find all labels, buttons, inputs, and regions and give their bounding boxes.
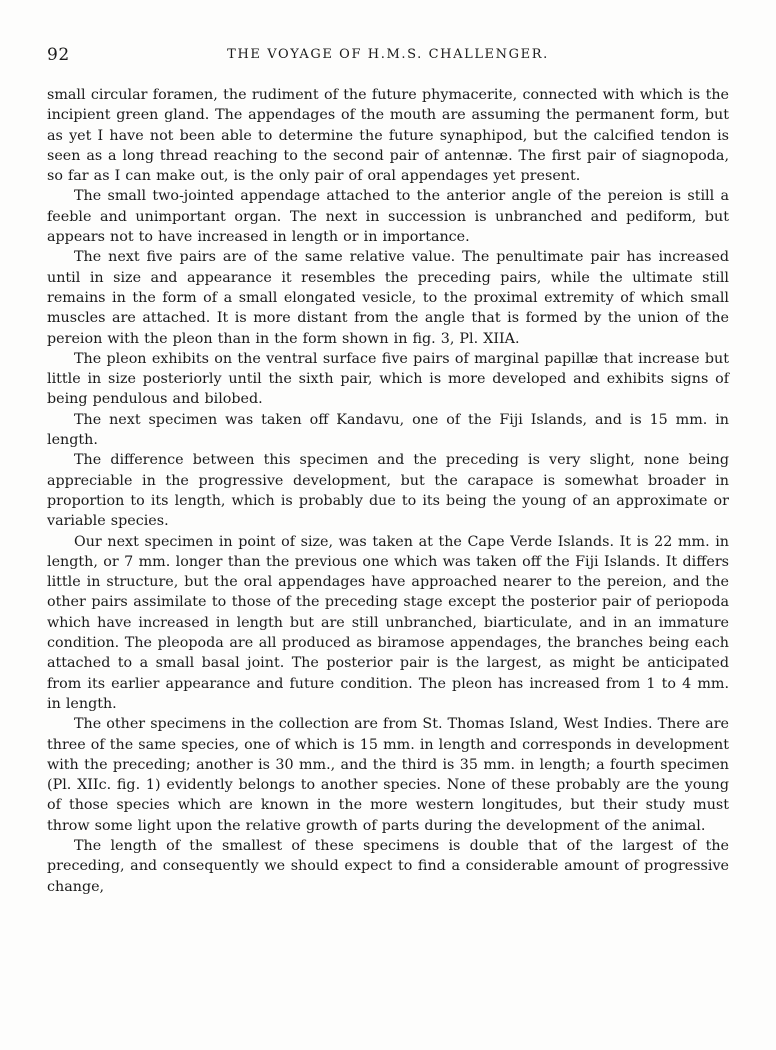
running-title: THE VOYAGE OF H.M.S. CHALLENGER. bbox=[227, 47, 549, 62]
paragraph: The pleon exhibits on the ventral surface five pairs of marginal papillæ that increase but little in size posteriorly until the sixth pair, which is more developed and exhibits signs of being pendulous and bilobed. bbox=[47, 350, 729, 408]
paragraph: The next five pairs are of the same relative value. The penultimate pair has increased until in size and appearance it resembles the preceding pairs, while the ultimate still remains in the form of a small elongated vesicle, to the proximal extremity of which small muscles are attached. It is more distant from the angle that is formed by the union of the pereion with the pleon than in the form shown in fig. 3, Pl. XIIA. bbox=[47, 249, 729, 347]
body-text bbox=[47, 85, 729, 897]
paragraph: Our next specimen in point of size, was taken at the Cape Verde Islands. It is 22 mm. in length, or 7 mm. longer than the previous one which was taken off the Fiji Islands. It differs little in structure, but the oral appendages have approached nearer to the pereion, and the other pairs assimilate to those of the preceding stage except the posterior pair of periopoda which have increased in length but are still unbranched, biarticulate, and in an immature condition. The pleopoda are all produced as biramose appendages, the branches being each attached to a small basal joint. The posterior pair is the largest, as might be anticipated from its earlier appearance and future condition. The pleon has increased from 1 to 4 mm. in length. bbox=[47, 533, 729, 712]
paragraph: The other specimens in the collection are from St. Thomas Island, West Indies. There are three of the same species, one of which is 15 mm. in length and corresponds in development with the preceding; another is 30 mm., and the third is 35 mm. in length; a fourth specimen (Pl. XIIc. fig. 1) evidently belongs to another species. None of these probably are the young of those species which are known in the more western longitudes, but their study must throw some light upon the relative growth of parts during the development of the animal. bbox=[47, 716, 729, 834]
page-header bbox=[47, 45, 729, 67]
paragraph: The next specimen was taken off Kandavu, one of the Fiji Islands, and is 15 mm. in length. bbox=[47, 411, 729, 449]
paragraph: The length of the smallest of these specimens is double that of the largest of the preceding, and consequently we should expect to find a considerable amount of progressive change, bbox=[47, 837, 729, 895]
paragraph: The small two-jointed appendage attached to the anterior angle of the pereion is still a feeble and unimportant organ. The next in succession is unbranched and pediform, but appears not to have increased in length or in importance. bbox=[47, 188, 729, 246]
paragraph-continuation: small circular foramen, the rudiment of the future phymacerite, connected with which is the incipient green gland. The appendages of the mouth are assuming the permanent form, but as yet I have not been able to determine the future synaphipod, but the calcified tendon is seen as a long thread reaching to the second pair of antennæ. The first pair of siagnopoda, so far as I can make out, is the only pair of oral appendages yet present. bbox=[47, 87, 729, 185]
paragraph: The difference between this specimen and the preceding is very slight, none being appreciable in the progressive development, but the carapace is somewhat broader in proportion to its length, which is probably due to its being the young of an approximate or variable species. bbox=[47, 452, 729, 530]
page-number: 92 bbox=[47, 45, 70, 65]
